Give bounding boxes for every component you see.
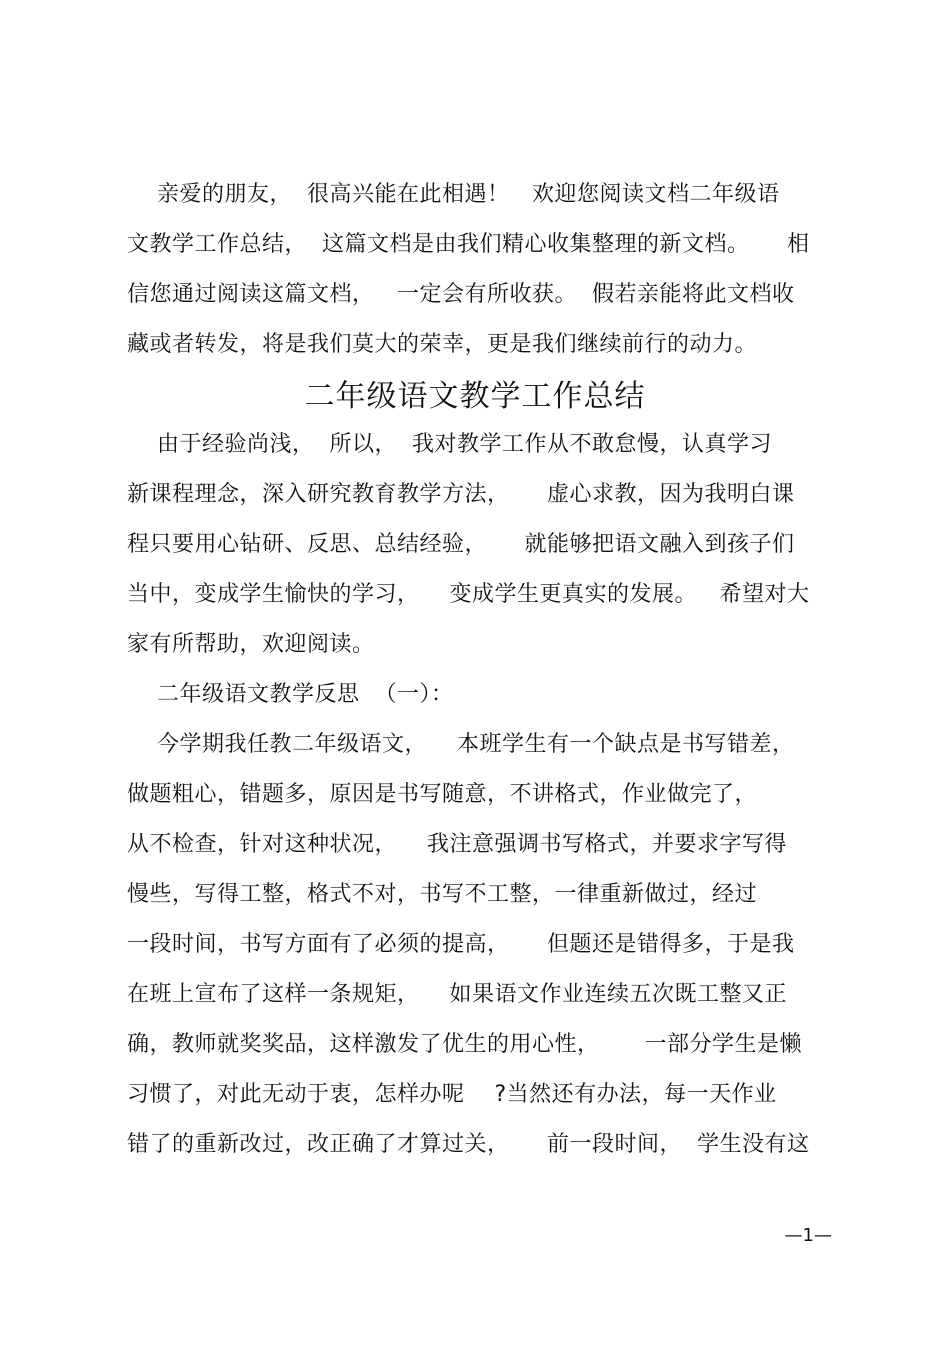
intro-line-2: 文教学工作总结， 这篇文档是由我们精心收集整理的新文档。 相 <box>127 232 810 257</box>
reflection-line-3: 从不检查，针对这种状况， 我注意强调书写格式，并要求字写得 <box>127 832 787 857</box>
intro-line-4: 藏或者转发，将是我们莫大的荣幸，更是我们继续前行的动力。 <box>127 332 758 357</box>
page-number: —1— <box>784 1225 832 1246</box>
reflection-line-6: 在班上宣布了这样一条规矩， 如果语文作业连续五次既工整又正 <box>127 982 787 1007</box>
reflection-line-7: 确，教师就奖奖品，这样激发了优生的用心性， 一部分学生是懒 <box>127 1032 802 1057</box>
summary-line-3: 程只要用心钻研、反思、总结经验， 就能够把语文融入到孩子们 <box>127 532 795 557</box>
intro-line-3: 信您通过阅读这篇文档， 一定会有所收获。 假若亲能将此文档收 <box>127 282 795 307</box>
summary-line-4: 当中，变成学生愉快的学习， 变成学生更真实的发展。 希望对大 <box>127 582 810 607</box>
reflection-line-4: 慢些，写得工整，格式不对，书写不工整，一律重新做过，经过 <box>127 882 758 907</box>
reflection-line-8: 习惯了，对此无动于衷，怎样办呢 ?当然还有办法，每一天作业 <box>127 1082 777 1107</box>
reflection-line-1: 今学期我任教二年级语文， 本班学生有一个缺点是书写错差， <box>127 732 795 757</box>
section-heading: 二年级语文教学反思 （一）： <box>127 682 454 707</box>
summary-line-1: 由于经验尚浅， 所以， 我对教学工作从不敢怠慢，认真学习 <box>127 432 772 457</box>
reflection-line-9: 错了的重新改过，改正确了才算过关， 前一段时间， 学生没有这 <box>127 1132 810 1157</box>
document-title: 二年级语文教学工作总结 <box>304 379 646 414</box>
reflection-line-5: 一段时间，书写方面有了必须的提高， 但题还是错得多，于是我 <box>127 932 795 957</box>
summary-line-2: 新课程理念，深入研究教育教学方法， 虚心求教，因为我明白课 <box>127 482 795 507</box>
reflection-line-2: 做题粗心，错题多，原因是书写随意，不讲格式，作业做完了， <box>127 782 758 807</box>
intro-line-1: 亲爱的朋友， 很高兴能在此相遇！ 欢迎您阅读文档二年级语 <box>127 182 780 207</box>
summary-line-5: 家有所帮助，欢迎阅读。 <box>127 632 375 657</box>
